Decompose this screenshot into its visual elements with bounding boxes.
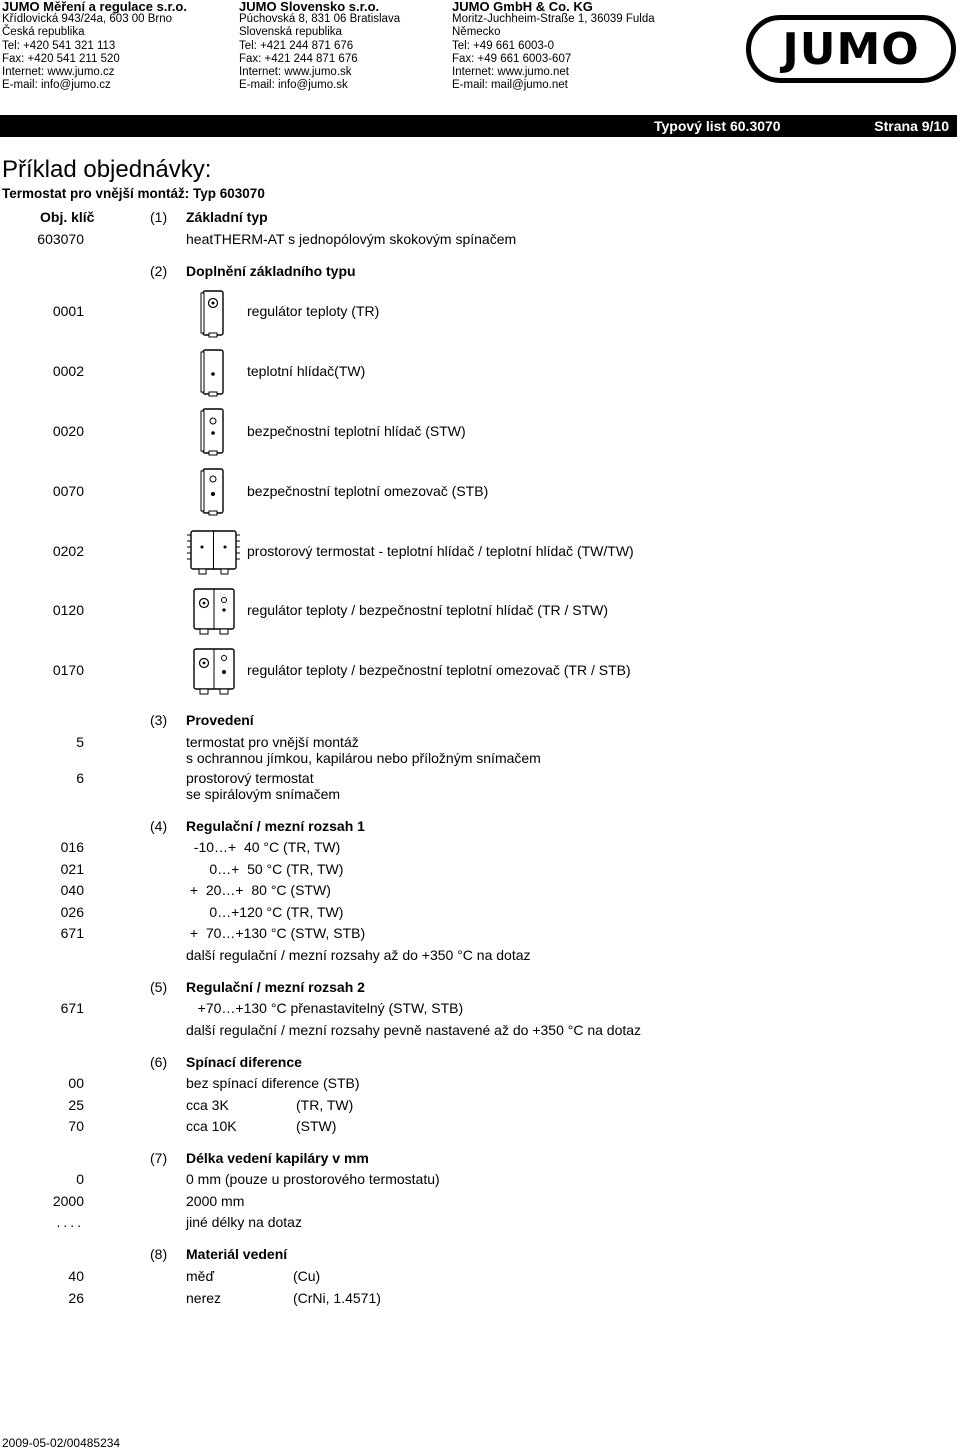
address-line: Internet: www.jumo.net bbox=[452, 66, 569, 79]
section-title: Regulační / mezní rozsah 2 bbox=[186, 979, 365, 995]
order-code: 00 bbox=[68, 1075, 84, 1091]
section-5-note bbox=[0, 1022, 960, 1040]
section-2-row bbox=[0, 303, 960, 321]
option-text: prostorový termostat - teplotní hlídač / teplotní hlídač (TW/TW) bbox=[247, 543, 634, 559]
logo-text: JUMO bbox=[782, 23, 920, 75]
thermostat-tr-stw-icon bbox=[190, 586, 238, 638]
jumo-logo bbox=[746, 15, 956, 83]
order-code: 40 bbox=[68, 1268, 84, 1284]
section-title: Spínací diference bbox=[186, 1054, 302, 1070]
section-7-row bbox=[0, 1214, 960, 1232]
address-line: E-mail: info@jumo.cz bbox=[2, 79, 111, 92]
option-text: regulátor teploty / bezpečnostní teplotní omezovač (TR / STB) bbox=[247, 662, 631, 678]
section-title: Provedení bbox=[186, 712, 254, 728]
section-6-header bbox=[0, 1054, 960, 1072]
document-id: 2009-05-02/00485234 bbox=[2, 1436, 121, 1450]
option-extra: (STW) bbox=[296, 1118, 337, 1134]
order-code: 0001 bbox=[52, 303, 84, 319]
option-text: regulátor teploty / bezpečnostní teplotní hlídač (TR / STW) bbox=[247, 602, 609, 618]
order-code: 0002 bbox=[52, 363, 84, 379]
address-line: Tel: +420 541 321 113 bbox=[2, 39, 116, 52]
order-code: 671 bbox=[60, 1000, 84, 1016]
option-text: regulátor teploty (TR) bbox=[247, 303, 380, 319]
address-jumo-de bbox=[452, 0, 655, 92]
address-line: Moritz-Juchheim-Straße 1, 36039 Fulda bbox=[452, 13, 655, 26]
page-title: Příklad objednávky: bbox=[2, 156, 212, 183]
address-jumo-sk bbox=[239, 0, 400, 92]
address-line: Tel: +49 661 6003-0 bbox=[452, 39, 554, 52]
section-number: (2) bbox=[150, 263, 168, 279]
section-5-header bbox=[0, 979, 960, 997]
option-extra: (Cu) bbox=[293, 1268, 321, 1284]
company-name: JUMO Měření a regulace s.r.o. bbox=[2, 0, 187, 14]
address-line: Slovenská republika bbox=[239, 26, 342, 39]
page-subtitle: Termostat pro vnější montáž: Typ 603070 bbox=[2, 186, 265, 201]
order-code: 6 bbox=[76, 770, 84, 786]
section-number: (7) bbox=[150, 1150, 168, 1166]
order-code: 021 bbox=[60, 861, 84, 877]
option-text: cca 3K bbox=[186, 1097, 229, 1113]
option-text: s ochrannou jímkou, kapilárou nebo příložným snímačem bbox=[186, 750, 541, 766]
company-name: JUMO Slovensko s.r.o. bbox=[239, 0, 380, 14]
section-4-header bbox=[0, 818, 960, 836]
address-line: Křídlovická 943/24a, 603 00 Brno bbox=[2, 13, 173, 26]
address-jumo-cz bbox=[2, 0, 187, 92]
order-key-label: Obj. klíč bbox=[40, 209, 95, 225]
order-code: 0 bbox=[76, 1171, 84, 1187]
room-thermostat-tw-tw-icon bbox=[185, 527, 242, 577]
section-title: Délka vedení kapiláry v mm bbox=[186, 1150, 369, 1166]
option-text: 0…+ 50 °C (TR, TW) bbox=[186, 861, 344, 877]
address-line: Púchovská 8, 831 06 Bratislava bbox=[239, 13, 401, 26]
section-title: Základní typ bbox=[186, 209, 268, 225]
section-title: Regulační / mezní rozsah 1 bbox=[186, 818, 365, 834]
section-2-row bbox=[0, 483, 960, 501]
order-code: 2000 bbox=[52, 1193, 84, 1209]
order-code: 040 bbox=[60, 882, 84, 898]
section-4-note bbox=[0, 947, 960, 965]
section-8-row bbox=[0, 1290, 960, 1308]
section-number: (6) bbox=[150, 1054, 168, 1070]
order-code: 70 bbox=[68, 1118, 84, 1134]
order-code: .... bbox=[56, 1214, 84, 1230]
order-code: 5 bbox=[76, 734, 84, 750]
section-3-row-cont bbox=[0, 750, 960, 768]
option-text: teplotní hlídač(TW) bbox=[247, 363, 366, 379]
order-code: 0070 bbox=[52, 483, 84, 499]
section-4-row bbox=[0, 925, 960, 943]
section-7-row bbox=[0, 1193, 960, 1211]
section-number: (8) bbox=[150, 1246, 168, 1262]
option-text: + 20…+ 80 °C (STW) bbox=[186, 882, 331, 898]
section-4-row bbox=[0, 839, 960, 857]
order-code: 25 bbox=[68, 1097, 84, 1113]
option-text: 0…+120 °C (TR, TW) bbox=[186, 904, 344, 920]
section-number: (3) bbox=[150, 712, 168, 728]
address-line: E-mail: info@jumo.sk bbox=[239, 79, 348, 92]
option-text: + 70…+130 °C (STW, STB) bbox=[186, 925, 366, 941]
option-note: další regulační / mezní rozsahy až do +350 °C na dotaz bbox=[186, 947, 531, 963]
address-line: Fax: +421 244 871 676 bbox=[239, 52, 358, 65]
address-line: Fax: +49 661 6003-607 bbox=[452, 52, 572, 65]
order-code: 26 bbox=[68, 1290, 84, 1306]
section-4-row bbox=[0, 882, 960, 900]
section-5-row bbox=[0, 1000, 960, 1018]
section-title: Doplnění základního typu bbox=[186, 263, 356, 279]
address-line: E-mail: mail@jumo.net bbox=[452, 79, 568, 92]
address-line: Internet: www.jumo.sk bbox=[239, 66, 352, 79]
company-name: JUMO GmbH & Co. KG bbox=[452, 0, 593, 14]
option-extra: (CrNi, 1.4571) bbox=[293, 1290, 381, 1306]
section-2-row bbox=[0, 602, 960, 620]
thermostat-stw-icon bbox=[196, 407, 230, 457]
section-7-row bbox=[0, 1171, 960, 1189]
section-1-row bbox=[0, 231, 960, 249]
option-text: -10…+ 40 °C (TR, TW) bbox=[186, 839, 341, 855]
thermostat-tr-stb-icon bbox=[190, 646, 238, 698]
section-1-header bbox=[0, 209, 960, 227]
order-code: 026 bbox=[60, 904, 84, 920]
section-2-row bbox=[0, 363, 960, 381]
address-line: Česká republika bbox=[2, 26, 85, 39]
section-3-header bbox=[0, 712, 960, 730]
option-text: 0 mm (pouze u prostorového termostatu) bbox=[186, 1171, 440, 1187]
section-number: (1) bbox=[150, 209, 168, 225]
section-2-row bbox=[0, 543, 960, 561]
order-code: 0020 bbox=[52, 423, 84, 439]
option-text: prostorový termostat bbox=[186, 770, 314, 786]
section-6-row bbox=[0, 1075, 960, 1093]
section-2-header bbox=[0, 263, 960, 281]
order-code: 671 bbox=[60, 925, 84, 941]
option-text: 2000 mm bbox=[186, 1193, 245, 1209]
section-6-row bbox=[0, 1118, 960, 1136]
option-text: +70…+130 °C přenastavitelný (STW, STB) bbox=[186, 1000, 464, 1016]
order-code: 0202 bbox=[52, 543, 84, 559]
option-text: jiné délky na dotaz bbox=[186, 1214, 302, 1230]
option-extra: (TR, TW) bbox=[296, 1097, 354, 1113]
option-note: další regulační / mezní rozsahy pevně nastavené až do +350 °C na dotaz bbox=[186, 1022, 642, 1038]
order-code: 603070 bbox=[37, 231, 84, 247]
section-number: (4) bbox=[150, 818, 168, 834]
section-7-header bbox=[0, 1150, 960, 1168]
address-line: Tel: +421 244 871 676 bbox=[239, 39, 354, 52]
section-8-row bbox=[0, 1268, 960, 1286]
option-text: měď bbox=[186, 1268, 215, 1284]
option-text: bezpečnostní teplotní omezovač (STB) bbox=[247, 483, 489, 499]
section-2-row bbox=[0, 423, 960, 441]
order-code: 016 bbox=[60, 839, 84, 855]
section-8-header bbox=[0, 1246, 960, 1264]
thermostat-tr-icon bbox=[196, 289, 230, 339]
option-text: bez spínací diference (STB) bbox=[186, 1075, 360, 1091]
option-text: cca 10K bbox=[186, 1118, 237, 1134]
address-line: Internet: www.jumo.cz bbox=[2, 66, 115, 79]
address-line: Německo bbox=[452, 26, 501, 39]
page-number: Strana 9/10 bbox=[874, 118, 949, 134]
option-text: se spirálovým snímačem bbox=[186, 786, 341, 802]
section-4-row bbox=[0, 904, 960, 922]
section-number: (5) bbox=[150, 979, 168, 995]
option-text: bezpečnostní teplotní hlídač (STW) bbox=[247, 423, 466, 439]
section-title: Materiál vedení bbox=[186, 1246, 288, 1262]
order-code: 0120 bbox=[52, 602, 84, 618]
section-6-row bbox=[0, 1097, 960, 1115]
thermostat-stb-icon bbox=[196, 467, 230, 517]
option-text: termostat pro vnější montáž bbox=[186, 734, 359, 750]
option-text: heatTHERM-AT s jednopólovým skokovým spínačem bbox=[186, 231, 517, 247]
datasheet-number: Typový list 60.3070 bbox=[654, 118, 781, 134]
address-line: Fax: +420 541 211 520 bbox=[2, 52, 120, 65]
thermostat-tw-icon bbox=[196, 348, 230, 398]
section-3-row-cont bbox=[0, 786, 960, 804]
option-text: nerez bbox=[186, 1290, 222, 1306]
header-bar bbox=[0, 115, 957, 137]
section-4-row bbox=[0, 861, 960, 879]
section-2-row bbox=[0, 662, 960, 680]
order-code: 0170 bbox=[52, 662, 84, 678]
